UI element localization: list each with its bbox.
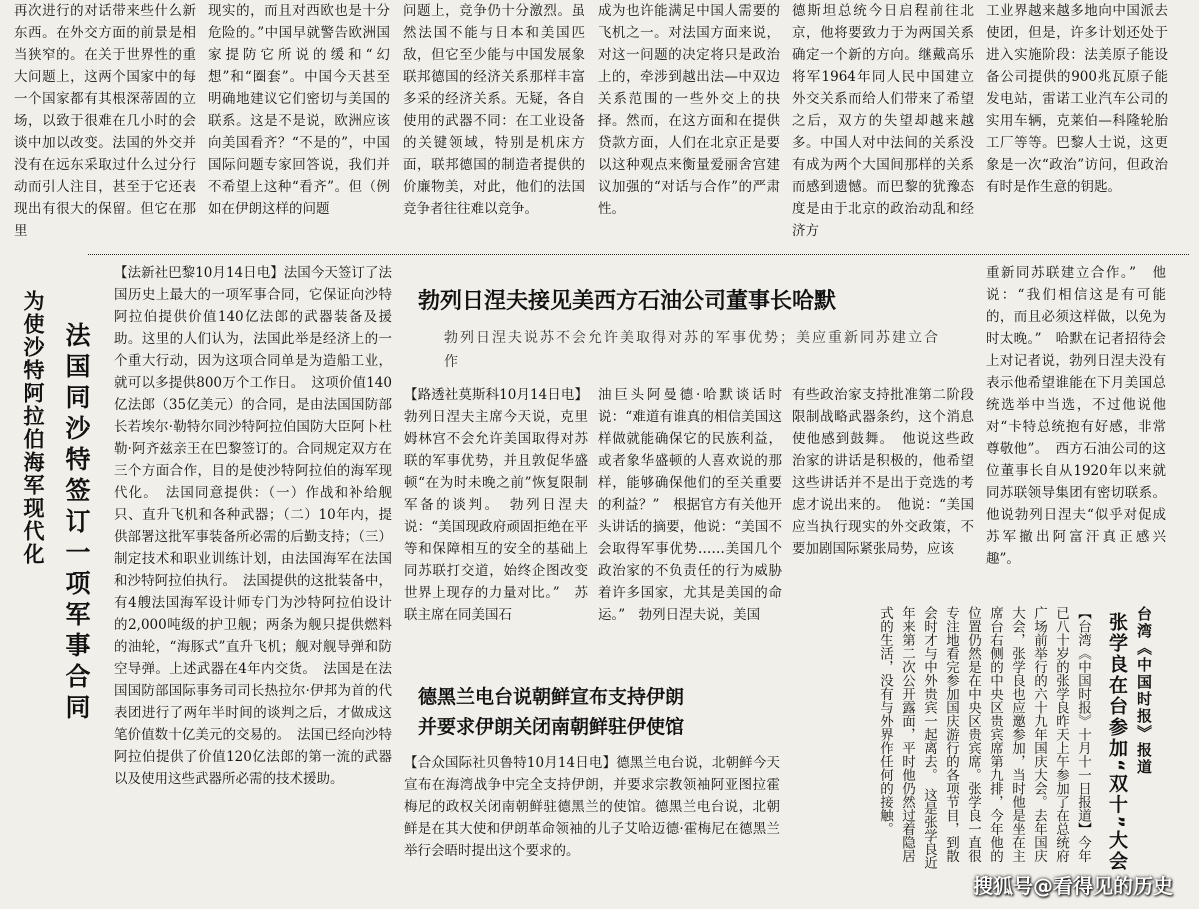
taiwan-article-body: 【台湾《中国时报》十月十一日报道】今年已八十岁的张学良昨天上午参加了在总统府广场前举行的六十九年国庆大会。去年国庆大会，张学良也应邀参加，当时他是坐在主席台右侧的中央区贵宾席第九排，今年他的位置仍然是在中央区贵宾席。张学良一直很专注地看完参加国庆游行的各项节目，到散会时才与中外贵宾一起离去。 这是张学良近年来第二次公开露面，平时他仍然过着隐居式的生活，没有与外界作任何的接触。 [877,606,1091,870]
top-column-2: 现实的，而且对西欧也是十分危险的。”中国早就警告欧洲国家提防它所说的缓和“幻想”和“圈套”。中国今天甚至明确地建议它们密切与美国的联系。这是不是说，欧洲应该向美国看齐？“不是的”，中国国际问题专家回答说，我们并不希望上这种“看齐”。但（例如在伊朗这样的问题 [208,3,390,217]
top-column-4: 成为也许能满足中国人需要的飞机之一。对法国方面来说，对这一问题的决定将只是政治上的，牵涉到越出法—中双边关系范围的一些外交上的抉择。然而，在这方面和在提供贷款方面，人们在北京正是要以这种观点来衡量爱丽舍宫建议加强的“对话与合作”的严肃性。 [598,3,780,217]
top-column-1: 再次进行的对话带来些什么新东西。在外交方面的前景是相当狭窄的。在关于世界性的重大问题上，这两个国家中的每一个国家都有其根深蒂固的立场，以致于很难在几小时的会谈中加以改变。法国的外交并没有在远东采取过什么过分行动而引人注目，甚至于它还表现出有很大的保留。但它在那里 [14,3,196,239]
top-column-3: 问题上，竞争仍十分激烈。虽然法国不能与日本和美国匹敌，但它至少能与中国发展象联邦德国的经济关系那样丰富多采的经济关系。无疑，各自使用的武器不同：在工业设备的关键领域，特别是机床方面，联邦德国的制造者提供的价廉物美，对此，他们的法国竞争者往往难以竞争。 [403,3,585,217]
top-column-5: 德斯坦总统今日启程前往北京，他将要致力于为两国关系确定一个新的方向。继戴高乐将军1964年同人民中国建立外交关系而给人们带来了希望之后，双方的失望却越来越多。中国人对中法间的关系没有成为两个大国间那样的关系而感到遗憾。而巴黎的犹豫态度是由于北京的政治动乱和经济方 [792,3,974,239]
tehran-headline-2: 并要求伊朗关闭南朝鲜驻伊使馆 [418,716,685,738]
watermark: 搜狐号@看得见的历史 [973,874,1173,898]
brezhnev-headline: 勃列日涅夫接见美西方石油公司董事长哈默 [418,289,837,314]
tehran-article-body: 【合众国际社贝鲁特10月14日电】德黑兰电台说，北朝鲜今天宣布在海湾战争中完全支持伊朗，并要求宗教领袖阿亚图拉霍梅尼的政权关闭南朝鲜驻德黑兰的使馆。德黑兰电台说，北朝鲜是在其大使和伊朗革命领袖的儿子艾哈迈德·霍梅尼在德黑兰举行会晤时提出这个要求的。 [404,755,780,859]
section-divider [88,254,1189,255]
taiwan-kicker: 台湾《中国时报》报道 [1135,606,1153,776]
brezhnev-column-3: 有些政治家支持批准第二阶段限制战略武器条约，这个消息使他感到鼓舞。 他说这些政治家的讲话是积极的，他希望这些讲话并不是出于竞选的考虑才说出来的。 他说：“美国应当执行现实的外交政策，不要加剧国际紧张局势，应该 [792,387,974,557]
brezhnev-subhead: 勃列日涅夫说苏不会允许美取得对苏的军事优势；美应重新同苏建立合作 [444,330,940,370]
brezhnev-column-2: 油巨头阿曼德·哈默谈话时说：“难道有谁真的相信美国这样做就能确保它的民族利益，或者象华盛顿的人喜欢说的那样，能够确保他们的至关重要的利益？” 根据官方有关他开头讲话的摘要，他说：“美国不会取得军事优势……美国几个政治家的不负责任的行为威胁着许多国家，尤其是美国的命运。” 勃列日涅夫说，美国 [598,387,782,623]
top-column-6: 工业界越来越多地向中国派去使团，但是，许多计划还处于进入实施阶段：法美原子能设备公司提供的900兆瓦原子能发电站，雷诺工业汽车公司的实用车辆，克莱伯—科隆轮胎工厂等等。巴黎人士说，这更象是一次“政治”访问，但政治有时是作生意的钥匙。 [986,3,1168,195]
france-article-body: 【法新社巴黎10月14日电】法国今天签订了法国历史上最大的一项军事合同，它保证向沙特阿拉伯提供价值140亿法郎的武器装备及援助。这里的人们认为，法国此举是经济上的一个重大行动，因为这项合同单是为造船工业，就可以多提供800万个工作日。 这项价值140亿法郎（35亿美元）的合同，是由法国国防部长若埃尔·勒特尔同沙特阿拉伯国防大臣阿卜杜勒·阿齐兹亲王在巴黎签订的。合同规定双方在三个方面合作，目的是使沙特阿拉伯的海军现代化。 法国同意提供：（一）作战和补给舰只、直升飞机和各种武器；（二）10年内，提供部署这批军事装备所必需的后勤支持；（三）制定技术和职业训练计划，由法国海军在法国和沙特阿拉伯执行。 法国提供的这批装备中，有4艘法国海军设计师专门为沙特阿拉伯设计的2,000吨级的护卫舰；两条为舰只提供燃料的油轮，“海豚式”直升飞机；舰对舰导弹和防空导弹。上述武器在4年内交货。 法国是在法国国防部国际事务司司长热拉尔·伊邦为首的代表团进行了两年半时间的谈判之后，才做成这笔价值数十亿美元的交易的。 法国已经向沙特阿拉伯提供了价值120亿法郎的第一流的武器以及使用这些武器所必需的技术援助。 [114,265,392,787]
brezhnev-column-4: 重新同苏联建立合作。” 他说：“我们相信这是有可能的，而且必须这样做，以免为时太晚。” 哈默在记者招待会上对记者说，勃列日涅夫没有表示他希望谁能在下月美国总统选举中当选，不过他说他对“卡特总统抱有好感，非常尊敬他”。 西方石油公司的这位董事长自从1920年以来就同苏联领导集团有密切联系。他说勃列日涅夫“似乎对促成苏军撤出阿富汗真正感兴趣”。 [986,265,1166,567]
brezhnev-column-1: 【路透社莫斯科10月14日电】勃列日涅夫主席今天说，克里姆林宫不会允许美国取得对苏联的军事优势，并且敦促华盛顿“在为时未晚之前”恢复限制军备的谈判。 勃列日涅夫说：“美国现政府顽固拒绝在平等和保障相互的安全的基础上同苏联打交道，始终企图改变世界上现存的力量对比。” 苏联主席在同美国石 [404,387,588,623]
france-kicker: 为使沙特阿拉伯海军现代化 [21,290,45,566]
tehran-headline-1: 德黑兰电台说朝鲜宣布支持伊朗 [418,686,685,708]
taiwan-headline: 张学良在台参加“双十”大会 [1106,612,1128,872]
france-headline: 法国同沙特签订一项军事合同 [62,322,91,725]
